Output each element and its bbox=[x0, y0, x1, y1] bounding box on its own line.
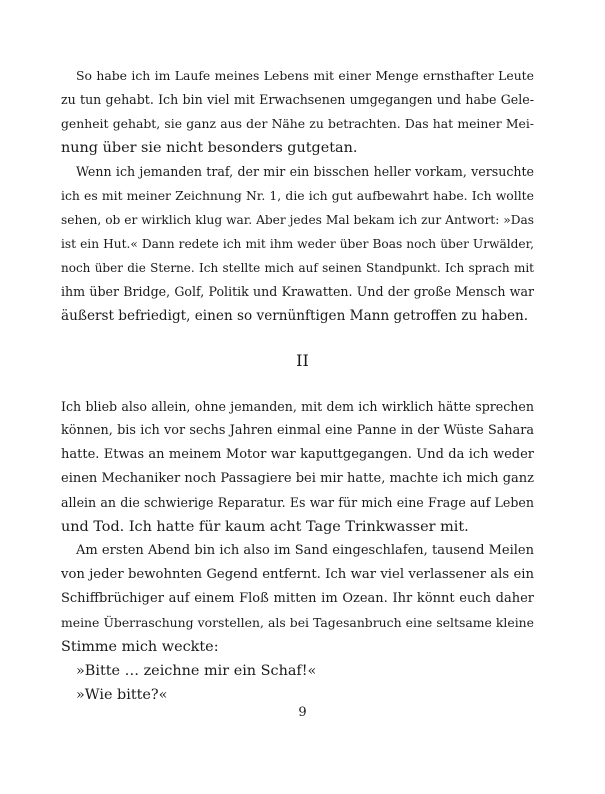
page-number: 9 bbox=[298, 705, 307, 720]
text-line: können, bis ich vor sechs Jahren einmal eine Panne in der Wüste Sahara bbox=[61, 423, 534, 438]
text-line: von jeder bewohnten Gegend entfernt. Ich war viel verlassener als ein bbox=[61, 567, 534, 582]
text-line: noch über die Sterne. Ich stellte mich auf seinen Standpunkt. Ich sprach mit bbox=[61, 261, 534, 275]
dialogue-line: »Wie bitte?« bbox=[76, 687, 168, 703]
text-line: ist ein Hut.« Dann redete ich mit ihm weder über Boas noch über Urwälder, bbox=[61, 237, 534, 251]
text-line: zu tun gehabt. Ich bin viel mit Erwachsenen umgegangen und habe Gele- bbox=[61, 92, 534, 107]
text-line: hatte. Etwas an meinem Motor war kaputtgegangen. Und da ich weder bbox=[61, 447, 534, 462]
text-line: nung über sie nicht besonders gutgetan. bbox=[61, 140, 358, 156]
text-line: Ich blieb also allein, ohne jemanden, mit dem ich wirklich hätte sprechen bbox=[61, 399, 534, 414]
text-line: ich es mit meiner Zeichnung Nr. 1, die ich gut aufbewahrt habe. Ich wollte bbox=[61, 188, 534, 203]
text-line: Stimme mich weckte: bbox=[61, 639, 219, 655]
dialogue-line: »Bitte … zeichne mir ein Schaf!« bbox=[76, 663, 317, 679]
text-line: einen Mechaniker noch Passagiere bei mir hatte, machte ich mich ganz bbox=[61, 471, 534, 486]
text-line: allein an die schwierige Reparatur. Es war für mich eine Frage auf Leben bbox=[61, 495, 534, 510]
text-line: genheit gehabt, sie ganz aus der Nähe zu betrachten. Das hat meiner Mei- bbox=[61, 116, 534, 131]
text-line: äußerst befriedigt, einen so vernünftigen Mann getroffen zu haben. bbox=[61, 308, 529, 324]
text-line: sehen, ob er wirklich klug war. Aber jedes Mal bekam ich zur Antwort: »Das bbox=[61, 213, 534, 227]
text-line: Am ersten Abend bin ich also im Sand eingeschlafen, tausend Meilen bbox=[76, 543, 534, 558]
text-line: und Tod. Ich hatte für kaum acht Tage Trinkwasser mit. bbox=[61, 519, 469, 535]
chapter-heading: II bbox=[296, 351, 309, 370]
text-line: Wenn ich jemanden traf, der mir ein bisschen heller vorkam, versuchte bbox=[76, 164, 534, 179]
text-line: So habe ich im Laufe meines Lebens mit einer Menge ernsthafter Leute bbox=[76, 68, 534, 83]
text-line: meine Überraschung vorstellen, als bei Tagesanbruch eine seltsame kleine bbox=[61, 615, 534, 630]
text-line: ihm über Bridge, Golf, Politik und Krawatten. Und der große Mensch war bbox=[61, 284, 534, 299]
text-line: Schiffbrüchiger auf einem Floß mitten im Ozean. Ihr könnt euch daher bbox=[61, 591, 534, 606]
